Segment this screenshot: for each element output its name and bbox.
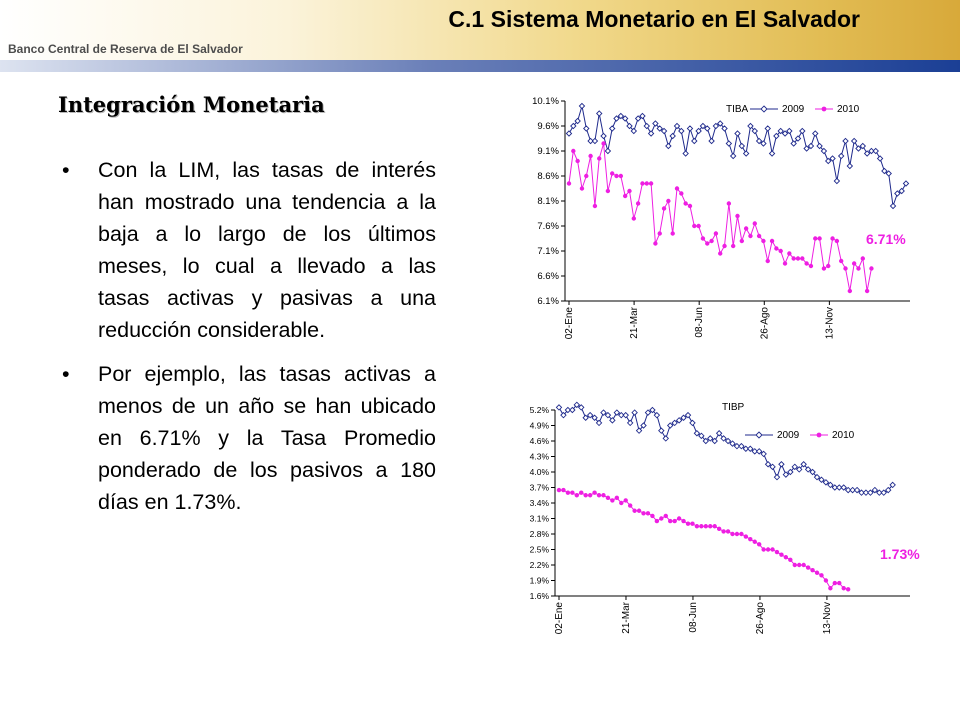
data-point-2010	[731, 244, 735, 248]
data-point-2010	[666, 199, 670, 203]
data-point-2009	[890, 203, 895, 208]
data-point-2010	[753, 540, 757, 544]
data-point-2010	[828, 586, 832, 590]
data-point-2010	[819, 573, 823, 577]
data-point-2010	[714, 231, 718, 235]
data-point-2009	[843, 138, 848, 143]
data-point-2010	[592, 490, 596, 494]
y-tick-label: 8.1%	[537, 196, 559, 207]
bank-name: Banco Central de Reserva de El Salvador	[8, 42, 243, 56]
data-point-2010	[632, 509, 636, 513]
data-point-2010	[690, 521, 694, 525]
data-point-2009	[744, 151, 749, 156]
data-point-2009	[579, 405, 584, 410]
data-point-2010	[813, 236, 817, 240]
data-point-2010	[601, 493, 605, 497]
data-point-2010	[649, 181, 653, 185]
data-point-2010	[655, 519, 659, 523]
y-tick-label: 4.6%	[529, 436, 549, 446]
data-point-2010	[619, 501, 623, 505]
data-point-2010	[681, 519, 685, 523]
data-point-2009	[659, 428, 664, 433]
data-point-2010	[775, 550, 779, 554]
x-tick-label: 21-Mar	[629, 307, 641, 339]
data-point-2009	[645, 410, 650, 415]
data-point-2010	[815, 571, 819, 575]
data-point-2010	[744, 226, 748, 230]
x-tick-label: 08-Jun	[694, 307, 706, 338]
data-point-2010	[561, 488, 565, 492]
y-tick-label: 2.2%	[529, 560, 549, 570]
data-point-2010	[686, 521, 690, 525]
data-point-2010	[721, 529, 725, 533]
data-point-2009	[769, 151, 774, 156]
legend-label-2009: 2009	[782, 104, 805, 115]
x-tick-label: 13-Nov	[821, 602, 833, 635]
data-point-2009	[628, 420, 633, 425]
data-point-2009	[761, 451, 766, 456]
data-point-2009	[726, 141, 731, 146]
data-point-2010	[730, 532, 734, 536]
data-point-2009	[709, 138, 714, 143]
data-point-2010	[610, 171, 614, 175]
x-tick-label: 02-Ene	[564, 307, 575, 340]
data-point-2009	[672, 420, 677, 425]
data-point-2009	[663, 436, 668, 441]
data-point-2010	[852, 261, 856, 265]
data-point-2009	[683, 151, 688, 156]
y-tick-label: 7.1%	[537, 246, 559, 257]
data-point-2009	[813, 131, 818, 136]
data-point-2010	[664, 514, 668, 518]
data-point-2010	[843, 266, 847, 270]
data-point-2010	[696, 224, 700, 228]
data-point-2009	[708, 436, 713, 441]
data-point-2010	[709, 239, 713, 243]
data-point-2009	[877, 156, 882, 161]
data-point-2010	[704, 524, 708, 528]
data-point-2010	[726, 529, 730, 533]
data-point-2009	[731, 153, 736, 158]
data-point-2010	[761, 547, 765, 551]
data-point-2010	[766, 259, 770, 263]
data-point-2009	[839, 153, 844, 158]
data-point-2009	[677, 418, 682, 423]
data-point-2010	[822, 266, 826, 270]
data-point-2009	[584, 126, 589, 131]
data-point-2010	[588, 493, 592, 497]
y-tick-label: 2.5%	[529, 544, 549, 555]
legend-marker-2010	[817, 433, 822, 438]
data-point-2010	[779, 552, 783, 556]
data-point-2009	[800, 128, 805, 133]
data-point-2010	[806, 565, 810, 569]
x-tick-label: 02-Ene	[554, 602, 565, 635]
y-tick-label: 2.8%	[529, 529, 549, 539]
data-point-2009	[592, 138, 597, 143]
data-point-2010	[796, 256, 800, 260]
data-point-2010	[679, 191, 683, 195]
data-point-2010	[614, 174, 618, 178]
bullet-marker: •	[62, 362, 70, 386]
data-point-2010	[800, 256, 804, 260]
data-point-2010	[636, 201, 640, 205]
y-tick-label: 9.6%	[537, 121, 559, 132]
y-tick-label: 7.6%	[537, 221, 559, 232]
data-point-2010	[837, 581, 841, 585]
data-point-2010	[810, 568, 814, 572]
data-point-2010	[658, 231, 662, 235]
data-point-2009	[605, 148, 610, 153]
y-tick-label: 6.6%	[537, 271, 559, 282]
header-stripe	[0, 60, 960, 72]
data-point-2010	[801, 563, 805, 567]
data-point-2009	[823, 480, 828, 485]
data-point-2009	[648, 131, 653, 136]
data-point-2010	[727, 201, 731, 205]
data-point-2010	[624, 498, 628, 502]
annotation-label: 6.71%	[866, 231, 906, 247]
data-point-2009	[748, 446, 753, 451]
chart-title: TIBP	[722, 402, 745, 413]
tibp-chart	[510, 398, 920, 666]
data-point-2010	[659, 516, 663, 520]
data-point-2009	[765, 462, 770, 467]
data-point-2009	[668, 423, 673, 428]
data-point-2010	[606, 189, 610, 193]
data-point-2010	[797, 563, 801, 567]
data-point-2009	[579, 103, 584, 108]
data-point-2010	[774, 246, 778, 250]
x-tick-label: 26-Ago	[754, 602, 766, 635]
data-point-2010	[670, 231, 674, 235]
section-title: Integración Monetaria	[58, 92, 325, 117]
data-point-2010	[566, 490, 570, 494]
data-point-2009	[690, 420, 695, 425]
data-point-2010	[718, 251, 722, 255]
data-point-2010	[588, 154, 592, 158]
data-point-2009	[854, 487, 859, 492]
y-tick-label: 4.3%	[529, 451, 549, 462]
data-point-2010	[830, 236, 834, 240]
y-tick-label: 5.2%	[529, 405, 549, 415]
series-line-2010	[559, 490, 848, 589]
data-point-2009	[597, 111, 602, 116]
data-point-2010	[856, 266, 860, 270]
data-point-2009	[610, 126, 615, 131]
data-point-2010	[717, 527, 721, 531]
bullet-text: Con la LIM, las tasas de interés han mostrado una tendencia a la baja a lo largo de los últimos meses, lo cual a llevado a las tasas activas y pasivas a una reducción considerable.	[98, 158, 436, 342]
data-point-2009	[694, 431, 699, 436]
data-point-2009	[868, 490, 873, 495]
data-point-2009	[828, 482, 833, 487]
data-point-2010	[784, 555, 788, 559]
bullet-marker: •	[62, 158, 70, 182]
data-point-2009	[614, 410, 619, 415]
data-point-2010	[826, 264, 830, 268]
data-point-2010	[865, 289, 869, 293]
y-tick-label: 3.4%	[529, 498, 549, 508]
data-point-2009	[739, 143, 744, 148]
data-point-2009	[666, 143, 671, 148]
data-point-2010	[627, 189, 631, 193]
data-point-2009	[556, 405, 561, 410]
data-point-2010	[770, 239, 774, 243]
data-point-2010	[708, 524, 712, 528]
data-point-2009	[623, 413, 628, 418]
data-point-2010	[804, 261, 808, 265]
data-point-2010	[788, 558, 792, 562]
data-point-2010	[848, 289, 852, 293]
header-banner	[0, 0, 960, 72]
data-point-2010	[632, 216, 636, 220]
data-point-2009	[757, 449, 762, 454]
data-point-2010	[766, 547, 770, 551]
bullet-item	[58, 358, 436, 518]
y-tick-label: 4.9%	[529, 420, 549, 431]
data-point-2009	[735, 131, 740, 136]
bullet-list	[58, 154, 436, 530]
data-point-2010	[842, 586, 846, 590]
data-point-2009	[881, 490, 886, 495]
data-point-2010	[672, 519, 676, 523]
data-point-2010	[809, 264, 813, 268]
y-tick-label: 3.1%	[529, 513, 549, 524]
data-point-2010	[695, 524, 699, 528]
data-point-2010	[641, 511, 645, 515]
tiba-chart	[510, 96, 920, 368]
data-point-2010	[835, 239, 839, 243]
data-point-2010	[701, 236, 705, 240]
data-point-2010	[610, 498, 614, 502]
y-tick-label: 1.9%	[529, 575, 549, 586]
data-point-2009	[872, 487, 877, 492]
data-point-2010	[833, 581, 837, 585]
data-point-2009	[770, 464, 775, 469]
data-point-2010	[677, 516, 681, 520]
y-tick-label: 9.1%	[537, 146, 559, 157]
data-point-2010	[787, 251, 791, 255]
data-point-2010	[662, 206, 666, 210]
data-point-2010	[570, 490, 574, 494]
data-point-2009	[644, 123, 649, 128]
data-point-2010	[748, 537, 752, 541]
data-point-2010	[817, 236, 821, 240]
data-point-2010	[869, 266, 873, 270]
data-point-2009	[873, 148, 878, 153]
data-point-2010	[783, 261, 787, 265]
data-point-2010	[683, 201, 687, 205]
data-point-2010	[699, 524, 703, 528]
chart-title: TIBA	[726, 104, 749, 115]
data-point-2010	[739, 532, 743, 536]
data-point-2009	[685, 413, 690, 418]
data-point-2009	[819, 477, 824, 482]
data-point-2009	[903, 181, 908, 186]
bullet-item	[58, 154, 436, 346]
data-point-2010	[593, 204, 597, 208]
data-point-2009	[841, 485, 846, 490]
annotation-label: 1.73%	[880, 546, 920, 562]
data-point-2009	[566, 131, 571, 136]
slide-title: C.1 Sistema Monetario en El Salvador	[448, 6, 860, 32]
data-point-2010	[601, 141, 605, 145]
data-point-2009	[847, 163, 852, 168]
data-point-2009	[779, 462, 784, 467]
data-point-2009	[712, 438, 717, 443]
data-point-2010	[619, 174, 623, 178]
y-tick-label: 1.6%	[529, 591, 549, 601]
data-point-2010	[757, 234, 761, 238]
x-tick-label: 21-Mar	[620, 602, 632, 634]
x-tick-label: 26-Ago	[759, 307, 771, 340]
data-point-2009	[670, 133, 675, 138]
data-point-2010	[584, 174, 588, 178]
data-point-2010	[753, 221, 757, 225]
data-point-2010	[653, 241, 657, 245]
legend-marker-2009	[761, 106, 767, 112]
y-tick-label: 8.6%	[537, 171, 559, 182]
data-point-2010	[575, 159, 579, 163]
data-point-2010	[597, 156, 601, 160]
data-point-2010	[583, 493, 587, 497]
data-point-2010	[646, 511, 650, 515]
data-point-2010	[791, 256, 795, 260]
x-tick-label: 13-Nov	[824, 307, 836, 340]
data-point-2010	[640, 181, 644, 185]
data-point-2009	[834, 178, 839, 183]
data-point-2009	[725, 438, 730, 443]
legend-label-2010: 2010	[832, 430, 855, 441]
data-point-2010	[645, 181, 649, 185]
data-point-2010	[735, 532, 739, 536]
data-point-2010	[623, 194, 627, 198]
data-point-2010	[757, 542, 761, 546]
data-point-2010	[580, 186, 584, 190]
data-point-2009	[687, 126, 692, 131]
data-point-2009	[601, 133, 606, 138]
data-point-2010	[597, 493, 601, 497]
data-point-2010	[668, 519, 672, 523]
y-tick-label: 4.0%	[529, 467, 549, 477]
data-point-2010	[675, 186, 679, 190]
data-point-2010	[575, 493, 579, 497]
data-point-2010	[824, 578, 828, 582]
data-point-2009	[774, 475, 779, 480]
data-point-2010	[770, 547, 774, 551]
data-point-2010	[557, 488, 561, 492]
data-point-2009	[739, 444, 744, 449]
data-point-2009	[730, 441, 735, 446]
series-line-2009	[559, 405, 893, 493]
legend-marker-2010	[822, 107, 827, 112]
data-point-2010	[861, 256, 865, 260]
data-point-2009	[583, 415, 588, 420]
legend-label-2009: 2009	[777, 430, 800, 441]
series-line-2009	[569, 106, 906, 206]
data-point-2010	[688, 204, 692, 208]
data-point-2010	[779, 249, 783, 253]
data-point-2010	[615, 496, 619, 500]
data-point-2010	[692, 224, 696, 228]
data-point-2010	[571, 149, 575, 153]
data-point-2010	[637, 509, 641, 513]
data-point-2009	[632, 410, 637, 415]
data-point-2010	[713, 524, 717, 528]
data-point-2009	[783, 472, 788, 477]
data-point-2010	[628, 503, 632, 507]
data-point-2010	[748, 234, 752, 238]
data-point-2010	[740, 239, 744, 243]
data-point-2010	[722, 244, 726, 248]
data-point-2009	[588, 413, 593, 418]
y-tick-label: 10.1%	[532, 96, 559, 107]
y-tick-label: 3.7%	[529, 482, 549, 493]
data-point-2009	[852, 138, 857, 143]
data-point-2010	[761, 239, 765, 243]
legend-label-2010: 2010	[837, 104, 860, 115]
legend-marker-2009	[756, 432, 762, 438]
data-point-2010	[735, 214, 739, 218]
data-point-2010	[744, 534, 748, 538]
data-point-2010	[567, 181, 571, 185]
y-tick-label: 6.1%	[537, 296, 559, 307]
data-point-2010	[846, 587, 850, 591]
data-point-2010	[839, 259, 843, 263]
data-point-2010	[705, 241, 709, 245]
x-tick-label: 08-Jun	[687, 602, 699, 633]
data-point-2010	[579, 490, 583, 494]
data-point-2009	[681, 415, 686, 420]
bullet-text: Por ejemplo, las tasas activas a menos de un año se han ubicado en 6.71% y la Tasa Promedio ponderado de los pasivos a 180 días en 1.73%.	[98, 362, 436, 514]
data-point-2009	[692, 138, 697, 143]
data-point-2010	[793, 563, 797, 567]
data-point-2010	[650, 514, 654, 518]
data-point-2009	[601, 410, 606, 415]
data-point-2010	[606, 496, 610, 500]
data-point-2009	[765, 126, 770, 131]
